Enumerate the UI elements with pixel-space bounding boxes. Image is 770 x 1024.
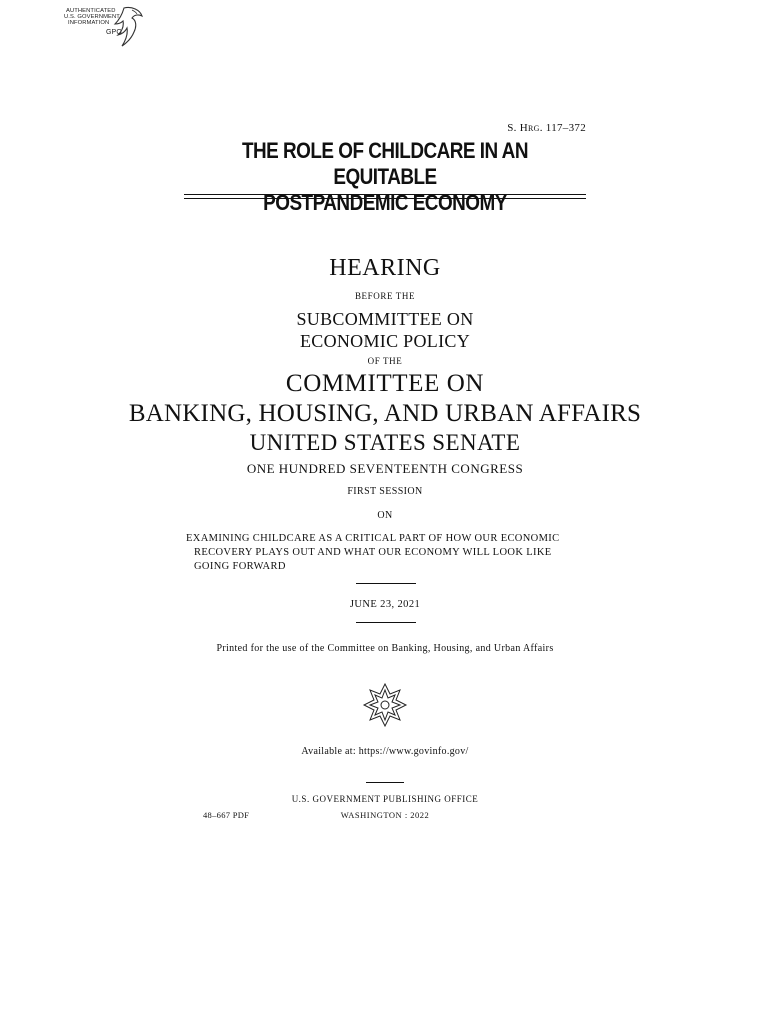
- printed-for-note: Printed for the use of the Committee on Banking, Housing, and Urban Affairs: [216, 643, 554, 654]
- purpose-line-3: GOING FORWARD: [194, 561, 286, 572]
- seal-text-authenticated: AUTHENTICATED: [66, 8, 116, 14]
- senate-label: UNITED STATES SENATE: [249, 430, 521, 455]
- place-and-year: WASHINGTON : 2022: [340, 810, 430, 820]
- document-title: [212, 138, 558, 216]
- hearing-purpose: [186, 532, 586, 574]
- date-rule-bottom: [356, 622, 416, 623]
- available-at-note: Available at: https://www.govinfo.gov/: [301, 746, 469, 757]
- publisher-rule: [366, 782, 404, 783]
- subcommittee-line-2: ECONOMIC POLICY: [299, 331, 470, 351]
- purpose-line-1: EXAMINING CHILDCARE AS A CRITICAL PART OF HOW OUR ECONOMIC: [186, 533, 560, 544]
- subcommittee-line-1: SUBCOMMITTEE ON: [296, 309, 474, 329]
- seal-text-gpo: GPO: [106, 29, 122, 36]
- purpose-line-2: RECOVERY PLAYS OUT AND WHAT OUR ECONOMY WILL LOOK LIKE: [194, 547, 552, 558]
- date-rule-top: [356, 583, 416, 584]
- committee-on-label: COMMITTEE ON: [285, 370, 485, 397]
- before-the-label: BEFORE THE: [354, 291, 416, 301]
- hearing-number-prefix: S.: [507, 122, 520, 134]
- hearing-date: JUNE 23, 2021: [349, 599, 421, 610]
- title-double-rule: [184, 194, 586, 199]
- hearing-number: [507, 122, 586, 134]
- session-label: FIRST SESSION: [347, 486, 423, 497]
- congress-label: ONE HUNDRED SEVENTEENTH CONGRESS: [246, 461, 524, 476]
- hearing-number-abbrev: Hrg.: [519, 122, 543, 134]
- ornament-emblem-icon: [362, 682, 408, 728]
- title-line-1: THE ROLE OF CHILDCARE IN AN EQUITABLE: [241, 138, 528, 189]
- on-label: ON: [377, 510, 393, 521]
- seal-text-information: INFORMATION: [68, 20, 110, 26]
- pdf-number: 48–667 PDF: [203, 810, 250, 820]
- seal-text-government: U.S. GOVERNMENT: [64, 14, 120, 20]
- gpo-authentication-seal: [62, 4, 144, 50]
- committee-name: BANKING, HOUSING, AND URBAN AFFAIRS: [128, 400, 642, 427]
- eagle-icon: [102, 4, 146, 48]
- of-the-label: OF THE: [367, 356, 403, 366]
- subcommittee-name: [0, 308, 770, 352]
- hearing-heading: HEARING: [329, 255, 441, 281]
- title-line-2: POSTPANDEMIC ECONOMY: [263, 190, 507, 215]
- hearing-number-value: 117–372: [542, 122, 586, 134]
- publisher-name: U.S. GOVERNMENT PUBLISHING OFFICE: [291, 794, 479, 804]
